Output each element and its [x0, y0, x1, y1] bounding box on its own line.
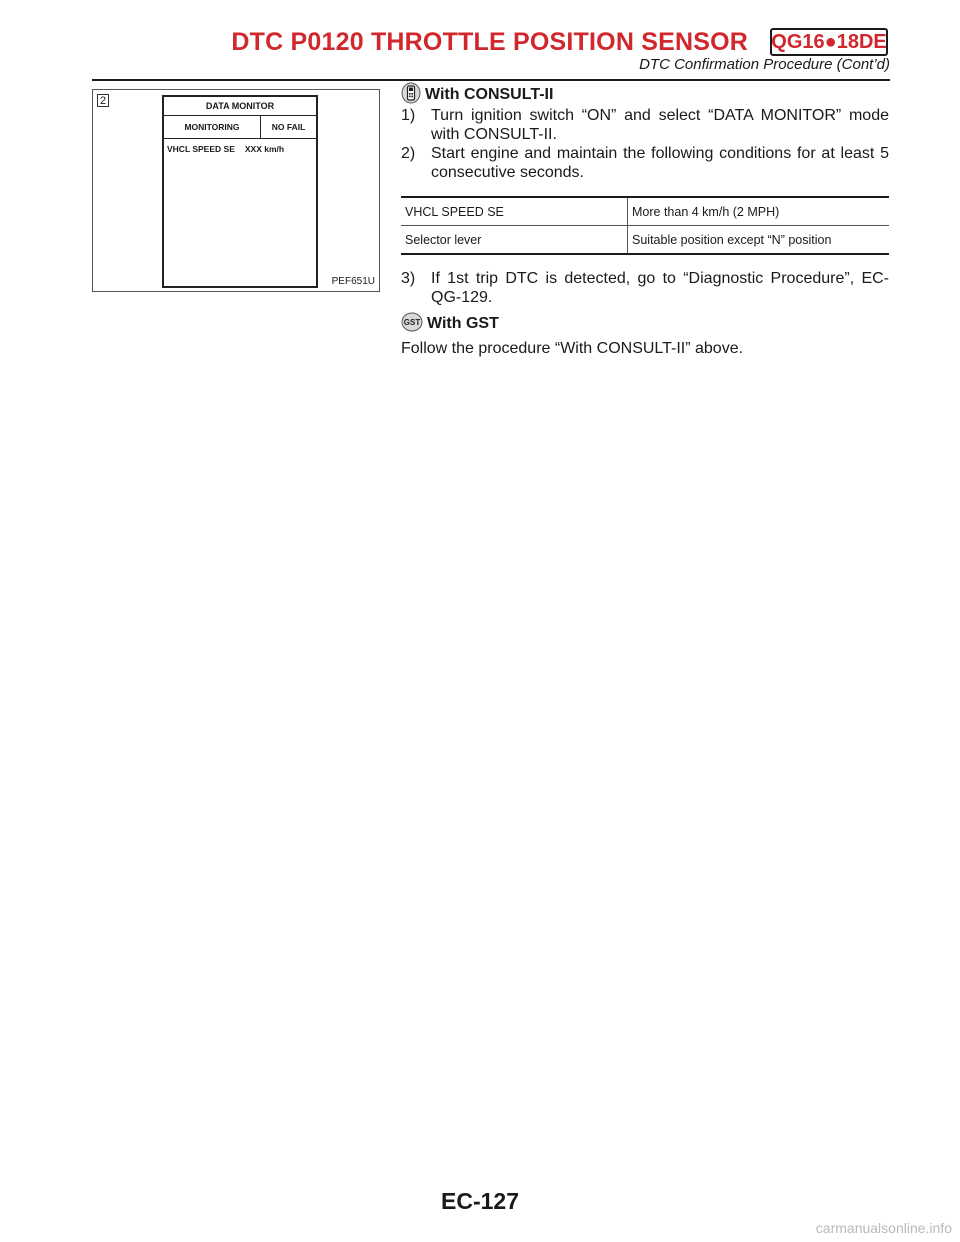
step-2: 2) Start engine and maintain the following conditions for at least 5 consecutive seconds.: [401, 145, 889, 181]
gst-instruction: Follow the procedure “With CONSULT-II” above.: [401, 340, 744, 357]
gst-heading-text: With GST: [427, 315, 499, 332]
consult-heading-text: With CONSULT-II: [425, 86, 554, 103]
status-no-fail: NO FAIL: [271, 122, 306, 132]
figure-code: PEF651U: [331, 276, 375, 287]
engine-code-badge: QG16●18DE: [770, 28, 888, 56]
page-subtitle: DTC Confirmation Procedure (Cont’d): [639, 56, 890, 73]
watermark: carmanualsonline.info: [815, 1220, 952, 1236]
table-cell-value: More than 4 km/h (2 MPH): [628, 197, 890, 226]
screen-status-row: [164, 116, 316, 139]
page-title: DTC P0120 THROTTLE POSITION SENSOR: [231, 28, 748, 56]
step-1: 1) Turn ignition switch “ON” and select “DATA MONITOR” mode with CONSULT-II.: [401, 107, 889, 143]
consult-heading: [401, 84, 889, 106]
conditions-table: [401, 196, 889, 255]
consult-icon: [401, 82, 421, 109]
monitor-item-value: XXX km/h: [244, 144, 285, 154]
table-cell-label: Selector lever: [401, 226, 628, 255]
table-cell-value: Suitable position except “N” position: [628, 226, 890, 255]
monitor-item-row: [164, 139, 316, 154]
table-cell-label: VHCL SPEED SE: [401, 197, 628, 226]
figure-mark: 2: [97, 94, 109, 107]
gst-heading: [401, 313, 889, 335]
table-row: [401, 226, 889, 255]
table-row: [401, 197, 889, 226]
step-3: 3) If 1st trip DTC is detected, go to “Diagnostic Procedure”, EC-QG-129.: [401, 270, 889, 306]
procedure-content: [401, 84, 889, 358]
page-number: EC-127: [441, 1188, 519, 1214]
status-monitoring: MONITORING: [164, 116, 261, 138]
gst-icon: [401, 312, 423, 337]
monitor-item-name: VHCL SPEED SE: [167, 144, 235, 154]
svg-text:GST: GST: [403, 317, 421, 327]
header-divider: [92, 79, 890, 81]
consult-screen: [162, 95, 318, 288]
screen-title: DATA MONITOR: [164, 97, 316, 116]
data-monitor-figure: [92, 89, 380, 292]
